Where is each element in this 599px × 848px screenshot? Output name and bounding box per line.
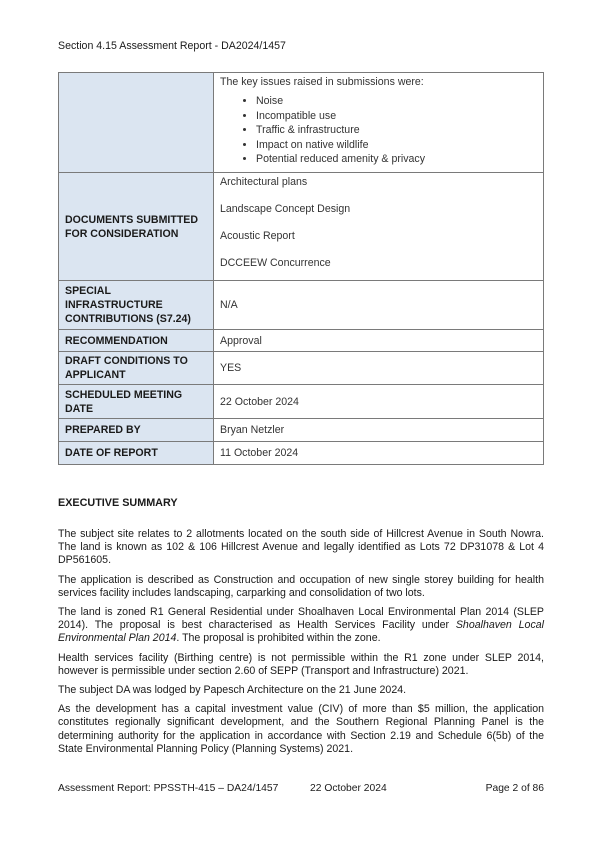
- list-item: Architectural plans: [220, 176, 308, 188]
- table-value-cell: N/A: [214, 281, 544, 330]
- table-value-cell: Approval: [214, 330, 544, 352]
- documents-list: [214, 173, 544, 281]
- table-row: [59, 173, 544, 281]
- report-summary-table: [58, 72, 544, 465]
- paragraph: The subject site relates to 2 allotments located on the south side of Hillcrest Avenue in South Nowra. The land is known as 102 & 106 Hillcrest Avenue and legally identified as Lots 72 DP31078 & Lot 4 DP561605.: [58, 528, 544, 567]
- list-item: • Traffic & infrastructure: [256, 123, 537, 138]
- list-item: Landscape Concept Design: [220, 203, 351, 215]
- paragraph: [58, 606, 544, 646]
- table-row: [59, 419, 544, 442]
- table-row: [59, 281, 544, 330]
- table-row: [59, 352, 544, 385]
- list-item: • Impact on native wildlife: [256, 138, 537, 153]
- paragraph: The application is described as Construction and occupation of new single storey building for health services facility includes landscaping, carparking and consolidation of two lots.: [58, 573, 544, 599]
- paragraph: Health services facility (Birthing centre) is not permissible within the R1 zone under SLEP 2014, however is permissible under section 2.60 of SEPP (Transport and Infrastructure) 2021.: [58, 651, 544, 677]
- table-row: [59, 385, 544, 419]
- documents-label: DOCUMENTS SUBMITTED FOR CONSIDERATION: [59, 173, 214, 281]
- table-label-cell: SPECIAL INFRASTRUCTURE CONTRIBUTIONS (S7.24): [59, 281, 214, 330]
- table-value-cell: 22 October 2024: [214, 385, 544, 419]
- list-item: • Potential reduced amenity & privacy: [256, 152, 537, 167]
- list-item: • Noise: [256, 94, 537, 109]
- table-value-cell: YES: [214, 352, 544, 385]
- table-value-cell: Bryan Netzler: [214, 419, 544, 442]
- table-value-cell: [214, 73, 544, 173]
- table-row: [59, 73, 544, 173]
- page-number: Page 2 of 86: [485, 783, 544, 794]
- paragraph: The subject DA was lodged by Papesch Architecture on the 21 June 2024.: [58, 684, 407, 697]
- issues-intro: The key issues raised in submissions were:: [220, 76, 424, 88]
- table-label-cell: DRAFT CONDITIONS TO APPLICANT: [59, 352, 214, 385]
- list-item: Acoustic Report: [220, 230, 295, 242]
- section-title: EXECUTIVE SUMMARY: [58, 497, 178, 509]
- text-run-italic: Shoalhaven Local Environmental Plan 2014: [58, 619, 544, 645]
- issues-list: [220, 94, 537, 167]
- text-run: The land is zoned R1 General Residential under Shoalhaven Local Environmental Plan 2014 (SLEP 2014). The proposal is best characterised as Health Services Facility under: [58, 606, 544, 632]
- footer-date: 22 October 2024: [310, 783, 387, 794]
- text-run: . The proposal is prohibited within the zone.: [176, 632, 381, 645]
- table-label-cell: RECOMMENDATION: [59, 330, 214, 352]
- table-label-cell: PREPARED BY: [59, 419, 214, 442]
- list-item: DCCEEW Concurrence: [220, 257, 331, 269]
- footer-reference: Assessment Report: PPSSTH-415 – DA24/1457: [58, 783, 279, 794]
- table-row: [59, 330, 544, 352]
- paragraph: As the development has a capital investment value (CIV) of more than $5 million, the application constitutes regionally significant development, and the Southern Regional Planning Panel is the determining authority for the application in accordance with Section 2.19 and Schedule 6(5b) of the State Environmental Planning Policy (Planning Systems) 2021.: [58, 703, 544, 755]
- list-item: • Incompatible use: [256, 109, 537, 124]
- page-header: Section 4.15 Assessment Report - DA2024/1457: [58, 40, 286, 52]
- table-label-cell: DATE OF REPORT: [59, 442, 214, 465]
- table-label-cell-empty: [59, 73, 214, 173]
- executive-summary-body: [58, 528, 544, 762]
- table-row: [59, 442, 544, 465]
- table-label-cell: SCHEDULED MEETING DATE: [59, 385, 214, 419]
- table-value-cell: 11 October 2024: [214, 442, 544, 465]
